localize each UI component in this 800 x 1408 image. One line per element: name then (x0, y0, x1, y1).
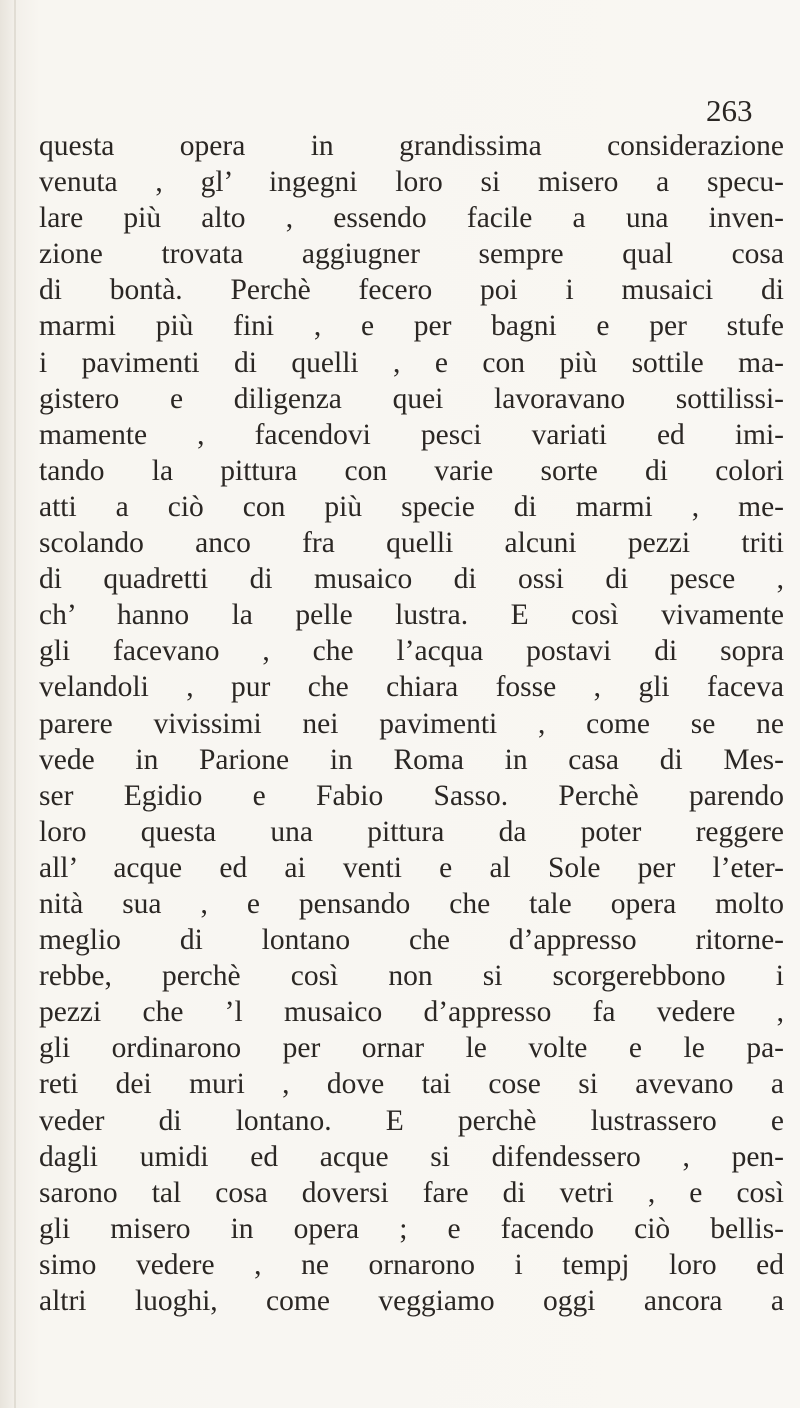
text-line: rebbe, perchè così non si scorgerebbono i (39, 960, 784, 993)
text-line: mamente , facendovi pesci variati ed imi- (39, 418, 784, 451)
text-line: simo vedere , ne ornarono i tempj loro ed (39, 1248, 784, 1281)
text-line: gli facevano , che l’acqua postavi di sopra (39, 635, 784, 668)
page-number: 263 (706, 93, 753, 128)
text-line: di bontà. Perchè fecero poi i musaici di (39, 274, 784, 307)
text-line: parere vivissimi nei pavimenti , come se ne (39, 707, 784, 740)
text-line: atti a ciò con più specie di marmi , me- (39, 490, 784, 523)
text-line: scolando anco fra quelli alcuni pezzi triti (39, 527, 784, 560)
text-line: veder di lontano. E perchè lustrassero e (39, 1104, 784, 1137)
text-line: gistero e diligenza quei lavoravano sottilissi- (39, 382, 784, 415)
body-text (39, 128, 784, 1319)
text-line: questa opera in grandissima considerazione (39, 130, 784, 162)
text-line: altri luoghi, come veggiamo oggi ancora a (39, 1285, 784, 1317)
text-line: nità sua , e pensando che tale opera molto (39, 887, 784, 920)
text-line: all’ acque ed ai venti e al Sole per l’eter- (39, 851, 784, 884)
text-line: velandoli , pur che chiara fosse , gli faceva (39, 671, 784, 704)
text-line: reti dei muri , dove tai cose si avevano a (39, 1068, 784, 1101)
text-line: ch’ hanno la pelle lustra. E così vivamente (39, 599, 784, 632)
text-line: sarono tal cosa doversi fare di vetri , e così (39, 1176, 784, 1209)
text-line: venuta , gl’ ingegni loro si misero a specu- (39, 166, 784, 199)
text-line: tando la pittura con varie sorte di colori (39, 454, 784, 487)
text-line: vede in Parione in Roma in casa di Mes- (39, 743, 784, 776)
text-line: lare più alto , essendo facile a una inven- (39, 202, 784, 235)
text-line: di quadretti di musaico di ossi di pesce , (39, 563, 784, 596)
text-line: ser Egidio e Fabio Sasso. Perchè parendo (39, 779, 784, 812)
text-line: gli misero in opera ; e facendo ciò bellis- (39, 1212, 784, 1245)
text-line: gli ordinarono per ornar le volte e le pa- (39, 1032, 784, 1065)
text-line: marmi più fini , e per bagni e per stufe (39, 310, 784, 343)
page-gutter (14, 0, 16, 1408)
text-line: dagli umidi ed acque si difendessero , pen- (39, 1140, 784, 1173)
text-line: loro questa una pittura da poter reggere (39, 815, 784, 848)
text-line: i pavimenti di quelli , e con più sottile ma- (39, 346, 784, 379)
text-line: zione trovata aggiugner sempre qual cosa (39, 238, 784, 271)
text-line: meglio di lontano che d’appresso ritorne- (39, 924, 784, 957)
text-line: pezzi che ’l musaico d’appresso fa vedere , (39, 996, 784, 1029)
